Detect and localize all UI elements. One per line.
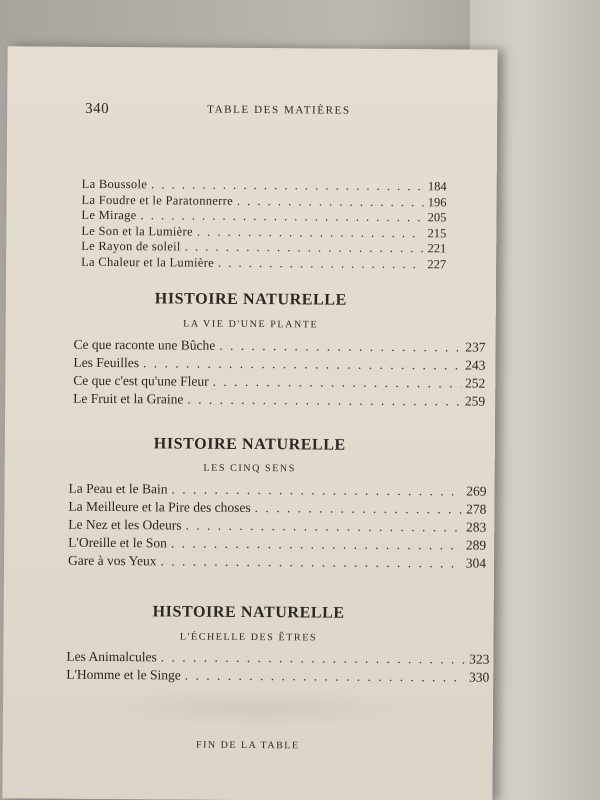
toc-physique-list bbox=[81, 177, 447, 273]
entry-page: 227 bbox=[427, 256, 447, 271]
entry-title: L'Oreille et le Son bbox=[68, 534, 168, 551]
running-title: TABLE DES MATIÈRES bbox=[207, 103, 351, 117]
show-through-shadow bbox=[93, 687, 423, 729]
entry-page: 330 bbox=[468, 669, 490, 685]
entry-page: 221 bbox=[427, 241, 447, 256]
entry-title: Le Mirage bbox=[81, 207, 137, 223]
entry-page: 184 bbox=[427, 179, 447, 194]
toc-entry bbox=[66, 667, 489, 688]
page-number: 340 bbox=[85, 100, 110, 118]
entry-page: 278 bbox=[466, 501, 487, 517]
entry-page: 196 bbox=[427, 194, 447, 209]
entry-title: La Meilleure et la Pire des choses bbox=[68, 498, 251, 516]
dot-leader bbox=[218, 255, 424, 271]
entry-title: Le Fruit et la Graine bbox=[73, 390, 184, 407]
dot-leader bbox=[185, 240, 424, 257]
entry-title: Gare à vos Yeux bbox=[67, 552, 157, 569]
section-heading: HISTOIRE NATURELLE bbox=[153, 435, 346, 454]
entry-page: 205 bbox=[427, 210, 447, 225]
entry-page: 283 bbox=[465, 519, 487, 535]
section-subheading: LA VIE D'UNE PLANTE bbox=[183, 318, 319, 331]
section-subheading: LES CINQ SENS bbox=[203, 462, 296, 475]
dot-leader bbox=[171, 481, 462, 499]
dot-leader bbox=[160, 553, 461, 571]
book-page bbox=[2, 46, 497, 800]
entry-title: Les Feuilles bbox=[73, 354, 140, 371]
toc-sens-list bbox=[68, 481, 487, 574]
entry-title: L'Homme et le Singe bbox=[66, 666, 181, 683]
dot-leader bbox=[151, 177, 424, 194]
entry-page: 289 bbox=[465, 537, 487, 553]
dot-leader bbox=[219, 338, 461, 356]
entry-title: La Boussole bbox=[81, 176, 148, 192]
entry-title: La Peau et le Bain bbox=[68, 480, 168, 497]
toc-etres-list bbox=[66, 649, 489, 688]
dot-leader bbox=[237, 193, 424, 209]
entry-title: Ce que raconte une Bûche bbox=[73, 336, 216, 353]
dot-leader bbox=[255, 500, 463, 517]
dot-leader bbox=[143, 355, 461, 373]
entry-page: 259 bbox=[464, 393, 486, 409]
entry-page: 237 bbox=[465, 339, 486, 355]
dot-leader bbox=[185, 518, 462, 536]
dot-leader bbox=[185, 668, 465, 686]
section-heading: HISTOIRE NATURELLE bbox=[152, 603, 345, 622]
section-subheading: L'ÉCHELLE DES ÊTRES bbox=[179, 631, 318, 644]
dot-leader bbox=[161, 649, 465, 667]
entry-page: 215 bbox=[427, 225, 447, 240]
dot-leader bbox=[171, 535, 462, 553]
entry-page: 243 bbox=[465, 357, 486, 373]
entry-title: Le Rayon de soleil bbox=[81, 238, 181, 254]
entry-title: Les Animalcules bbox=[66, 648, 157, 665]
entry-title: Le Nez et les Odeurs bbox=[68, 516, 182, 533]
toc-entry bbox=[73, 391, 485, 412]
dot-leader bbox=[141, 208, 424, 225]
entry-page: 304 bbox=[465, 555, 487, 571]
entry-title: La Chaleur et la Lumière bbox=[81, 254, 215, 270]
entry-title: Le Son et la Lumière bbox=[81, 223, 193, 239]
dot-leader bbox=[197, 224, 424, 241]
entry-title: La Foudre et le Paratonnerre bbox=[81, 192, 234, 208]
toc-entry bbox=[68, 553, 486, 574]
dot-leader bbox=[213, 374, 462, 392]
dot-leader bbox=[187, 392, 461, 410]
entry-page: 252 bbox=[464, 375, 486, 391]
end-note: FIN DE LA TABLE bbox=[195, 739, 300, 752]
toc-entry bbox=[81, 254, 446, 272]
entry-page: 323 bbox=[469, 651, 490, 667]
entry-title: Ce que c'est qu'une Fleur bbox=[73, 372, 209, 389]
toc-plante-list bbox=[73, 337, 485, 412]
section-heading: HISTOIRE NATURELLE bbox=[154, 290, 347, 309]
running-head bbox=[7, 100, 497, 123]
entry-page: 269 bbox=[466, 483, 487, 499]
